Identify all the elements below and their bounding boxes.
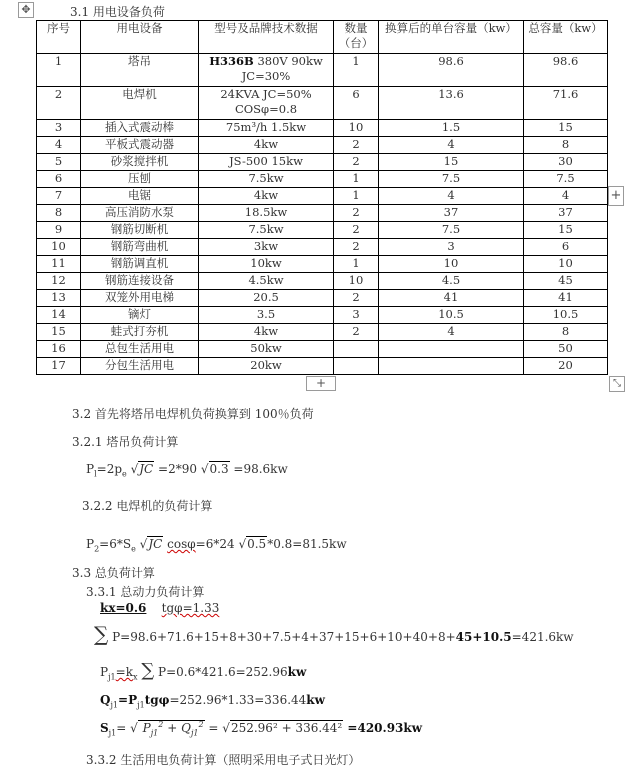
sj1-plus: + <box>167 721 178 735</box>
sj1-qj-sup: 2 <box>198 720 204 729</box>
spec-text: 10kw <box>250 256 282 270</box>
table-row <box>37 154 608 171</box>
sj1-pj-sup: 2 <box>158 720 164 729</box>
qj1-tg: tgφ <box>144 693 170 707</box>
cell-device: 电锯 <box>81 188 199 205</box>
cell-qty <box>334 341 379 358</box>
cell-no: 4 <box>37 137 81 154</box>
pj1-kw: kw <box>287 665 307 679</box>
cell-total-capacity: 7.5 <box>524 171 608 188</box>
cell-spec <box>199 205 334 222</box>
cell-qty: 6 <box>334 87 379 120</box>
cell-unit-capacity: 10 <box>379 256 524 273</box>
header-spec: 型号及品牌技术数据 <box>199 21 334 54</box>
p1-sub2: e <box>122 469 127 479</box>
cell-spec <box>199 171 334 188</box>
cell-total-capacity: 10 <box>524 256 608 273</box>
cell-unit-capacity <box>379 358 524 375</box>
cell-no: 14 <box>37 307 81 324</box>
cell-spec <box>199 54 334 87</box>
table-row <box>37 87 608 120</box>
table-row <box>37 358 608 375</box>
spec-text: 4.5kw <box>248 273 284 287</box>
table-resize-handle-icon[interactable]: ⤡ <box>609 376 625 392</box>
formula-p2 <box>86 537 347 553</box>
cell-qty: 2 <box>334 222 379 239</box>
cell-unit-capacity: 4 <box>379 188 524 205</box>
sqrt-pq-icon: √ $P_{j1}^2 + Q_{j1}^2$ <box>130 720 204 738</box>
cell-device: 蛙式打夯机 <box>81 324 199 341</box>
sum-post: =421.6kw <box>511 630 574 644</box>
qj1-sub: j1 <box>110 700 119 710</box>
cell-spec <box>199 273 334 290</box>
formula-pj1 <box>100 660 306 681</box>
cell-qty: 10 <box>334 120 379 137</box>
cell-no: 15 <box>37 324 81 341</box>
spec-text: 3.5 <box>256 307 276 321</box>
add-row-button[interactable]: + <box>306 376 336 391</box>
cell-unit-capacity: 37 <box>379 205 524 222</box>
p1-lhs: P <box>86 462 95 476</box>
cell-no: 16 <box>37 341 81 358</box>
header-no: 序号 <box>37 21 81 54</box>
section-3-2-1: 3.2.1 塔吊负荷计算 <box>72 435 179 449</box>
cell-no: 12 <box>37 273 81 290</box>
table-row <box>37 54 608 87</box>
cell-no: 3 <box>37 120 81 137</box>
tg-value: tgφ=1.33 <box>161 601 220 615</box>
coefficient-line <box>100 601 219 615</box>
cell-unit-capacity: 4.5 <box>379 273 524 290</box>
sqrt-jc2-icon: √JC <box>139 537 163 551</box>
cell-total-capacity: 50 <box>524 341 608 358</box>
cell-device: 砂浆搅拌机 <box>81 154 199 171</box>
p2-res: *0.8=81.5kw <box>267 537 347 551</box>
cell-total-capacity: 15 <box>524 222 608 239</box>
cell-qty: 1 <box>334 171 379 188</box>
spec-text: JS-500 15kw <box>229 154 303 168</box>
cell-device: 钢筋切断机 <box>81 222 199 239</box>
cell-qty: 1 <box>334 188 379 205</box>
section-3-2: 3.2 首先将塔吊电焊机负荷换算到 100％负荷 <box>72 407 314 421</box>
cell-spec <box>199 341 334 358</box>
table-row <box>37 239 608 256</box>
p1-eq: =2*90 <box>154 462 198 476</box>
table-row <box>37 324 608 341</box>
table-row <box>37 188 608 205</box>
cell-unit-capacity: 4 <box>379 324 524 341</box>
cell-no: 9 <box>37 222 81 239</box>
p1-mid: =2p <box>96 462 123 476</box>
spec-text: 4kw <box>253 188 279 202</box>
sigma-icon: ∑ <box>94 622 109 646</box>
qj1-kw: kw <box>306 693 325 707</box>
qj1-rest: =P <box>118 693 138 707</box>
p2-cos: cosφ <box>167 537 196 551</box>
header-device: 用电设备 <box>81 21 199 54</box>
cell-unit-capacity: 7.5 <box>379 222 524 239</box>
cell-device: 钢筋弯曲机 <box>81 239 199 256</box>
cell-device: 电焊机 <box>81 87 199 120</box>
cell-device: 分包生活用电 <box>81 358 199 375</box>
cell-no: 10 <box>37 239 81 256</box>
table-row <box>37 137 608 154</box>
sj1-res: =420.93kw <box>343 721 423 735</box>
spec-text-2: COSφ=0.8 <box>234 102 298 116</box>
cell-spec <box>199 188 334 205</box>
cell-spec <box>199 358 334 375</box>
table-row <box>37 222 608 239</box>
p1-res: =98.6kw <box>229 462 288 476</box>
spec-model: H336B <box>209 54 254 68</box>
spec-text: 20.5 <box>253 290 279 304</box>
header-qty: 数量（台） <box>334 21 379 54</box>
table-row <box>37 205 608 222</box>
formula-qj1 <box>100 693 325 709</box>
cell-device: 镝灯 <box>81 307 199 324</box>
spec-text: 50kw <box>250 341 282 355</box>
cell-unit-capacity: 15 <box>379 154 524 171</box>
sigma2-icon: ∑ <box>141 660 155 681</box>
table-move-handle-icon[interactable]: ✥ <box>18 2 34 18</box>
cell-qty: 2 <box>334 290 379 307</box>
sj1-pj-sub: j1 <box>150 728 159 738</box>
table-row <box>37 290 608 307</box>
cell-device: 高压消防水泵 <box>81 205 199 222</box>
formula-sj1 <box>100 720 422 737</box>
cell-unit-capacity: 13.6 <box>379 87 524 120</box>
cell-total-capacity: 45 <box>524 273 608 290</box>
cell-qty: 2 <box>334 137 379 154</box>
sj1-inner: 252.96² + 336.44² <box>230 721 343 735</box>
cell-total-capacity: 98.6 <box>524 54 608 87</box>
p2-sub2: e <box>131 544 136 554</box>
p1-val: 0.3 <box>209 462 229 476</box>
cell-total-capacity: 6 <box>524 239 608 256</box>
cell-spec <box>199 87 334 120</box>
cell-qty: 1 <box>334 54 379 87</box>
cell-total-capacity: 8 <box>524 137 608 154</box>
cell-spec <box>199 137 334 154</box>
cell-total-capacity: 10.5 <box>524 307 608 324</box>
spec-text: 24KVA JC=50% <box>220 87 312 101</box>
cell-total-capacity: 30 <box>524 154 608 171</box>
pj1-a: P <box>100 665 109 679</box>
sj1-qj-sub: j1 <box>190 728 199 738</box>
sum-bold: 45+10.5 <box>455 630 512 644</box>
cell-spec <box>199 290 334 307</box>
p2-sub: 2 <box>94 544 100 554</box>
cell-total-capacity: 15 <box>524 120 608 137</box>
cell-spec <box>199 120 334 137</box>
cell-unit-capacity: 10.5 <box>379 307 524 324</box>
pj1-c: P=0.6*421.6=252.96 <box>158 665 288 679</box>
cell-device: 钢筋连接设备 <box>81 273 199 290</box>
cell-total-capacity: 4 <box>524 188 608 205</box>
cell-spec <box>199 256 334 273</box>
cell-device: 总包生活用电 <box>81 341 199 358</box>
cell-qty: 3 <box>334 307 379 324</box>
table-row <box>37 256 608 273</box>
qj1-val: =252.96*1.33=336.44 <box>169 693 307 707</box>
p2-mid: =6*S <box>99 537 132 551</box>
cell-total-capacity: 37 <box>524 205 608 222</box>
sqrt-value2-icon: √0.5 <box>238 537 267 551</box>
spec-text: 380V 90kw <box>257 54 323 68</box>
p2-eq: =6*24 <box>195 537 235 551</box>
cell-spec <box>199 154 334 171</box>
cell-no: 11 <box>37 256 81 273</box>
cell-qty: 2 <box>334 239 379 256</box>
cell-qty: 1 <box>334 256 379 273</box>
cell-device: 压刨 <box>81 171 199 188</box>
spec-text: 75m³/h 1.5kw <box>225 120 307 134</box>
spec-text: 4kw <box>253 137 279 151</box>
cell-unit-capacity <box>379 341 524 358</box>
p1-sub: l <box>94 469 97 479</box>
section-3-3: 3.3 总负荷计算 <box>72 566 155 580</box>
qj1-sub2: j1 <box>137 700 145 710</box>
qj1-q: Q <box>100 693 111 707</box>
cell-unit-capacity: 4 <box>379 137 524 154</box>
kx-value: kx=0.6 <box>100 601 147 615</box>
p1-jc: JC <box>139 462 154 476</box>
cell-no: 13 <box>37 290 81 307</box>
cell-spec <box>199 324 334 341</box>
cell-no: 1 <box>37 54 81 87</box>
sj1-s: S <box>100 721 109 735</box>
sj1-pj: P <box>142 721 151 735</box>
equipment-table <box>36 20 608 375</box>
table-row <box>37 273 608 290</box>
cell-spec <box>199 222 334 239</box>
p2-lhs: P <box>86 537 95 551</box>
cell-device: 塔吊 <box>81 54 199 87</box>
cell-qty: 2 <box>334 205 379 222</box>
cell-no: 8 <box>37 205 81 222</box>
sj1-sub: j1 <box>108 728 117 738</box>
cell-total-capacity: 8 <box>524 324 608 341</box>
sqrt-value-icon: √0.3 <box>200 462 229 476</box>
cell-device: 插入式震动棒 <box>81 120 199 137</box>
spec-text: 20kw <box>250 358 282 372</box>
cell-unit-capacity: 7.5 <box>379 171 524 188</box>
pj1-sub: j1 <box>108 672 116 682</box>
section-3-2-2: 3.2.2 电焊机的负荷计算 <box>82 499 213 513</box>
formula-p1 <box>86 462 288 478</box>
cell-no: 7 <box>37 188 81 205</box>
cell-qty: 2 <box>334 324 379 341</box>
spec-text: 4kw <box>253 324 279 338</box>
spec-text: 7.5kw <box>248 222 284 236</box>
cell-unit-capacity: 1.5 <box>379 120 524 137</box>
p2-val: 0.5 <box>247 537 267 551</box>
sqrt-numeric-icon: √252.96² + 336.44² <box>222 721 343 735</box>
cell-unit-capacity: 98.6 <box>379 54 524 87</box>
cell-total-capacity: 71.6 <box>524 87 608 120</box>
cell-total-capacity: 20 <box>524 358 608 375</box>
cell-spec <box>199 239 334 256</box>
cell-qty: 10 <box>334 273 379 290</box>
table-row <box>37 307 608 324</box>
section-3-3-1: 3.3.1 总动力负荷计算 <box>86 585 205 599</box>
cell-qty <box>334 358 379 375</box>
pj1-sub2: x <box>132 672 138 682</box>
cell-no: 17 <box>37 358 81 375</box>
pj1-b: =k <box>115 665 133 679</box>
cell-device: 平板式震动器 <box>81 137 199 154</box>
sum-formula <box>94 622 574 646</box>
cell-unit-capacity: 3 <box>379 239 524 256</box>
section-heading: 3.1 用电设备负荷 <box>70 5 165 19</box>
sqrt-jc-icon: √JC <box>130 462 154 476</box>
cell-no: 5 <box>37 154 81 171</box>
spec-text: 7.5kw <box>248 171 284 185</box>
add-column-button[interactable]: + <box>608 186 624 206</box>
sj1-eq: = <box>116 721 127 735</box>
sj1-eq2: = <box>204 721 223 735</box>
header-total-capacity: 总容量（kw） <box>524 21 608 54</box>
table-row <box>37 120 608 137</box>
cell-unit-capacity: 41 <box>379 290 524 307</box>
cell-device: 钢筋调直机 <box>81 256 199 273</box>
section-3-3-2: 3.3.2 生活用电负荷计算（照明采用电子式日光灯） <box>86 753 361 767</box>
table-row <box>37 341 608 358</box>
spec-text: 3kw <box>253 239 279 253</box>
p2-jc: JC <box>148 537 163 551</box>
sj1-qj: Q <box>181 721 191 735</box>
table-header-row <box>37 21 608 54</box>
cell-total-capacity: 41 <box>524 290 608 307</box>
spec-text: 18.5kw <box>244 205 288 219</box>
cell-no: 2 <box>37 87 81 120</box>
cell-no: 6 <box>37 171 81 188</box>
spec-text-2: JC=30% <box>241 69 291 83</box>
table-row <box>37 171 608 188</box>
cell-device: 双笼外用电梯 <box>81 290 199 307</box>
sum-pre: P=98.6+71.6+15+8+30+7.5+4+37+15+6+10+40+8+ <box>112 630 456 644</box>
header-unit-capacity: 换算后的单台容量（kw） <box>379 21 524 54</box>
cell-qty: 2 <box>334 154 379 171</box>
cell-spec <box>199 307 334 324</box>
